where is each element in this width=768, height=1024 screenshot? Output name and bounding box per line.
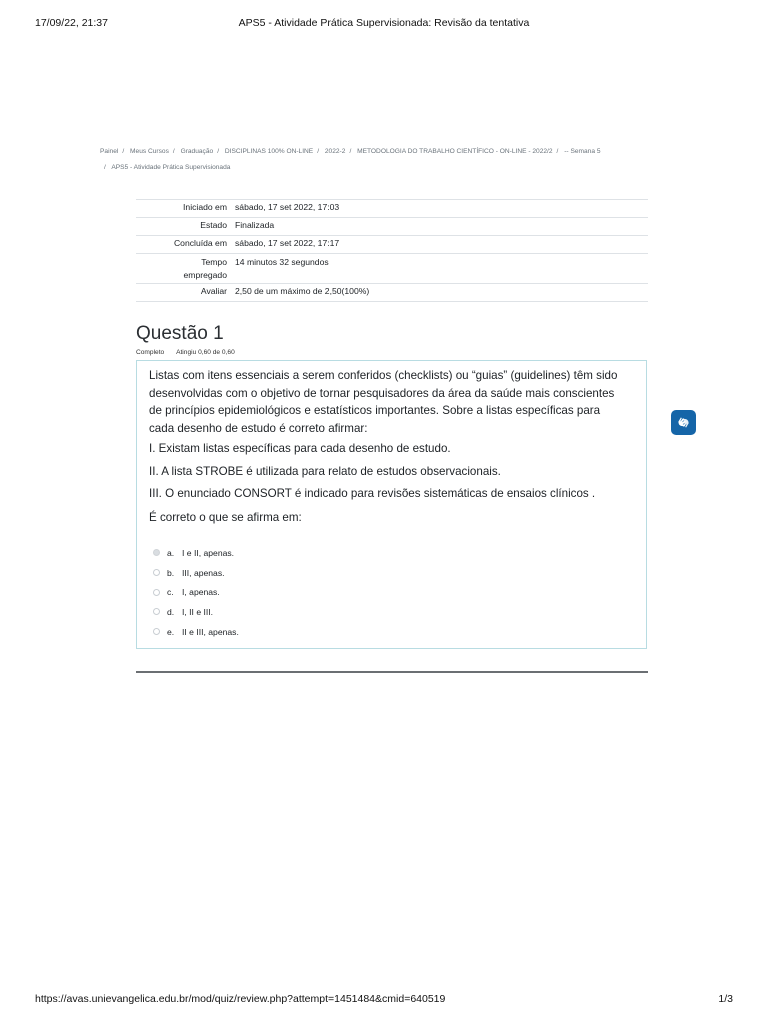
accessibility-widget-button[interactable] bbox=[671, 410, 696, 435]
summary-value: 2,50 de um máximo de 2,50(100%) bbox=[233, 284, 648, 302]
question-box bbox=[136, 360, 647, 649]
question-info bbox=[136, 349, 235, 356]
answer-letter: e. bbox=[167, 626, 175, 637]
summary-row bbox=[136, 284, 648, 302]
section-divider bbox=[136, 671, 648, 673]
print-url: https://avas.unievangelica.edu.br/mod/quiz/review.php?attempt=1451484&cmid=640519 bbox=[35, 993, 446, 1005]
print-datetime: 17/09/22, 21:37 bbox=[35, 17, 108, 29]
print-header bbox=[0, 17, 768, 31]
answer-list bbox=[153, 543, 239, 641]
breadcrumb-semester[interactable]: 2022-2 bbox=[324, 148, 346, 155]
answer-option-d[interactable] bbox=[153, 602, 239, 622]
summary-label: Iniciado em bbox=[136, 200, 233, 218]
answer-option-e[interactable] bbox=[153, 622, 239, 642]
breadcrumb-course[interactable]: METODOLOGIA DO TRABALHO CIENTÍFICO - ON-LINE - 2022/2 bbox=[357, 148, 553, 155]
question-state: Completo bbox=[136, 349, 165, 356]
breadcrumb-graduacao[interactable]: Graduação bbox=[180, 148, 214, 155]
summary-label: Concluída em bbox=[136, 236, 233, 254]
summary-label: Avaliar bbox=[136, 284, 233, 302]
print-title: APS5 - Atividade Prática Supervisionada: Revisão da tentativa bbox=[238, 17, 530, 29]
summary-value: sábado, 17 set 2022, 17:03 bbox=[233, 200, 648, 218]
summary-label-line1: Tempo bbox=[201, 257, 227, 267]
print-page-number: 1/3 bbox=[718, 993, 733, 1005]
question-text: Listas com itens essenciais a serem conferidos (checklists) ou “guias” (guidelines) têm sido desenvolvidas com o objetivo de tornar pesquisadores da área da saúde mais conscientes de princípios epidemiológicos e estatísticos importantes. Sobre a listas específicas para cada desenho de estudo é correto afirmar: bbox=[149, 369, 618, 435]
summary-value: Finalizada bbox=[233, 218, 648, 236]
answer-option-a[interactable] bbox=[153, 543, 239, 563]
breadcrumb-activity[interactable]: APS5 - Atividade Prática Supervisionada bbox=[111, 164, 231, 171]
answer-option-c[interactable] bbox=[153, 582, 239, 602]
answer-option-b[interactable] bbox=[153, 563, 239, 583]
answer-letter: a. bbox=[167, 547, 175, 558]
radio-button[interactable] bbox=[153, 589, 160, 596]
radio-button-selected[interactable] bbox=[153, 549, 160, 556]
answer-text: I, apenas. bbox=[182, 587, 220, 598]
breadcrumb-week[interactable]: -- Semana 5 bbox=[564, 148, 601, 155]
question-statement: I. Existam listas específicas para cada desenho de estudo. bbox=[149, 442, 451, 455]
print-footer bbox=[0, 993, 768, 1007]
radio-button[interactable] bbox=[153, 628, 160, 635]
answer-text: III, apenas. bbox=[182, 567, 225, 578]
question-title: Questão 1 bbox=[136, 323, 224, 344]
sign-language-hands-icon bbox=[675, 414, 692, 431]
breadcrumb: Painel / Meus Cursos / Graduação / DISCIPLINAS 100% ON-LINE / 2022-2 / METODOLOGIA DO TRABALHO CIENTÍFICO - ON-LINE - 2022/2 / -- Semana 5 / APS5 - Atividade Prática Supervisionada bbox=[100, 148, 601, 171]
answer-letter: d. bbox=[167, 606, 175, 617]
answer-text: I e II, apenas. bbox=[182, 547, 235, 558]
summary-label-line2: empregado bbox=[183, 270, 227, 280]
answer-letter: b. bbox=[167, 567, 175, 578]
summary-row bbox=[136, 218, 648, 236]
question-statement: II. A lista STROBE é utilizada para relato de estudos observacionais. bbox=[149, 465, 501, 478]
breadcrumb-meus-cursos[interactable]: Meus Cursos bbox=[130, 148, 169, 155]
radio-button[interactable] bbox=[153, 608, 160, 615]
summary-label bbox=[136, 254, 233, 284]
attempt-summary-table bbox=[136, 199, 648, 302]
summary-value: sábado, 17 set 2022, 17:17 bbox=[233, 236, 648, 254]
radio-button[interactable] bbox=[153, 569, 160, 576]
breadcrumb-disciplinas[interactable]: DISCIPLINAS 100% ON-LINE bbox=[224, 148, 314, 155]
question-grade: Atingiu 0,60 de 0,60 bbox=[176, 349, 235, 356]
answer-text: I, II e III. bbox=[182, 606, 214, 617]
summary-row bbox=[136, 236, 648, 254]
summary-row bbox=[136, 200, 648, 218]
summary-value: 14 minutos 32 segundos bbox=[233, 254, 648, 284]
answer-text: II e III, apenas. bbox=[182, 626, 239, 637]
summary-row bbox=[136, 254, 648, 284]
breadcrumb-painel[interactable]: Painel bbox=[100, 148, 119, 155]
answer-letter: c. bbox=[167, 587, 174, 598]
summary-label: Estado bbox=[136, 218, 233, 236]
question-prompt: É correto o que se afirma em: bbox=[149, 511, 302, 524]
question-statement: III. O enunciado CONSORT é indicado para revisões sistemáticas de ensaios clínicos . bbox=[149, 487, 596, 500]
